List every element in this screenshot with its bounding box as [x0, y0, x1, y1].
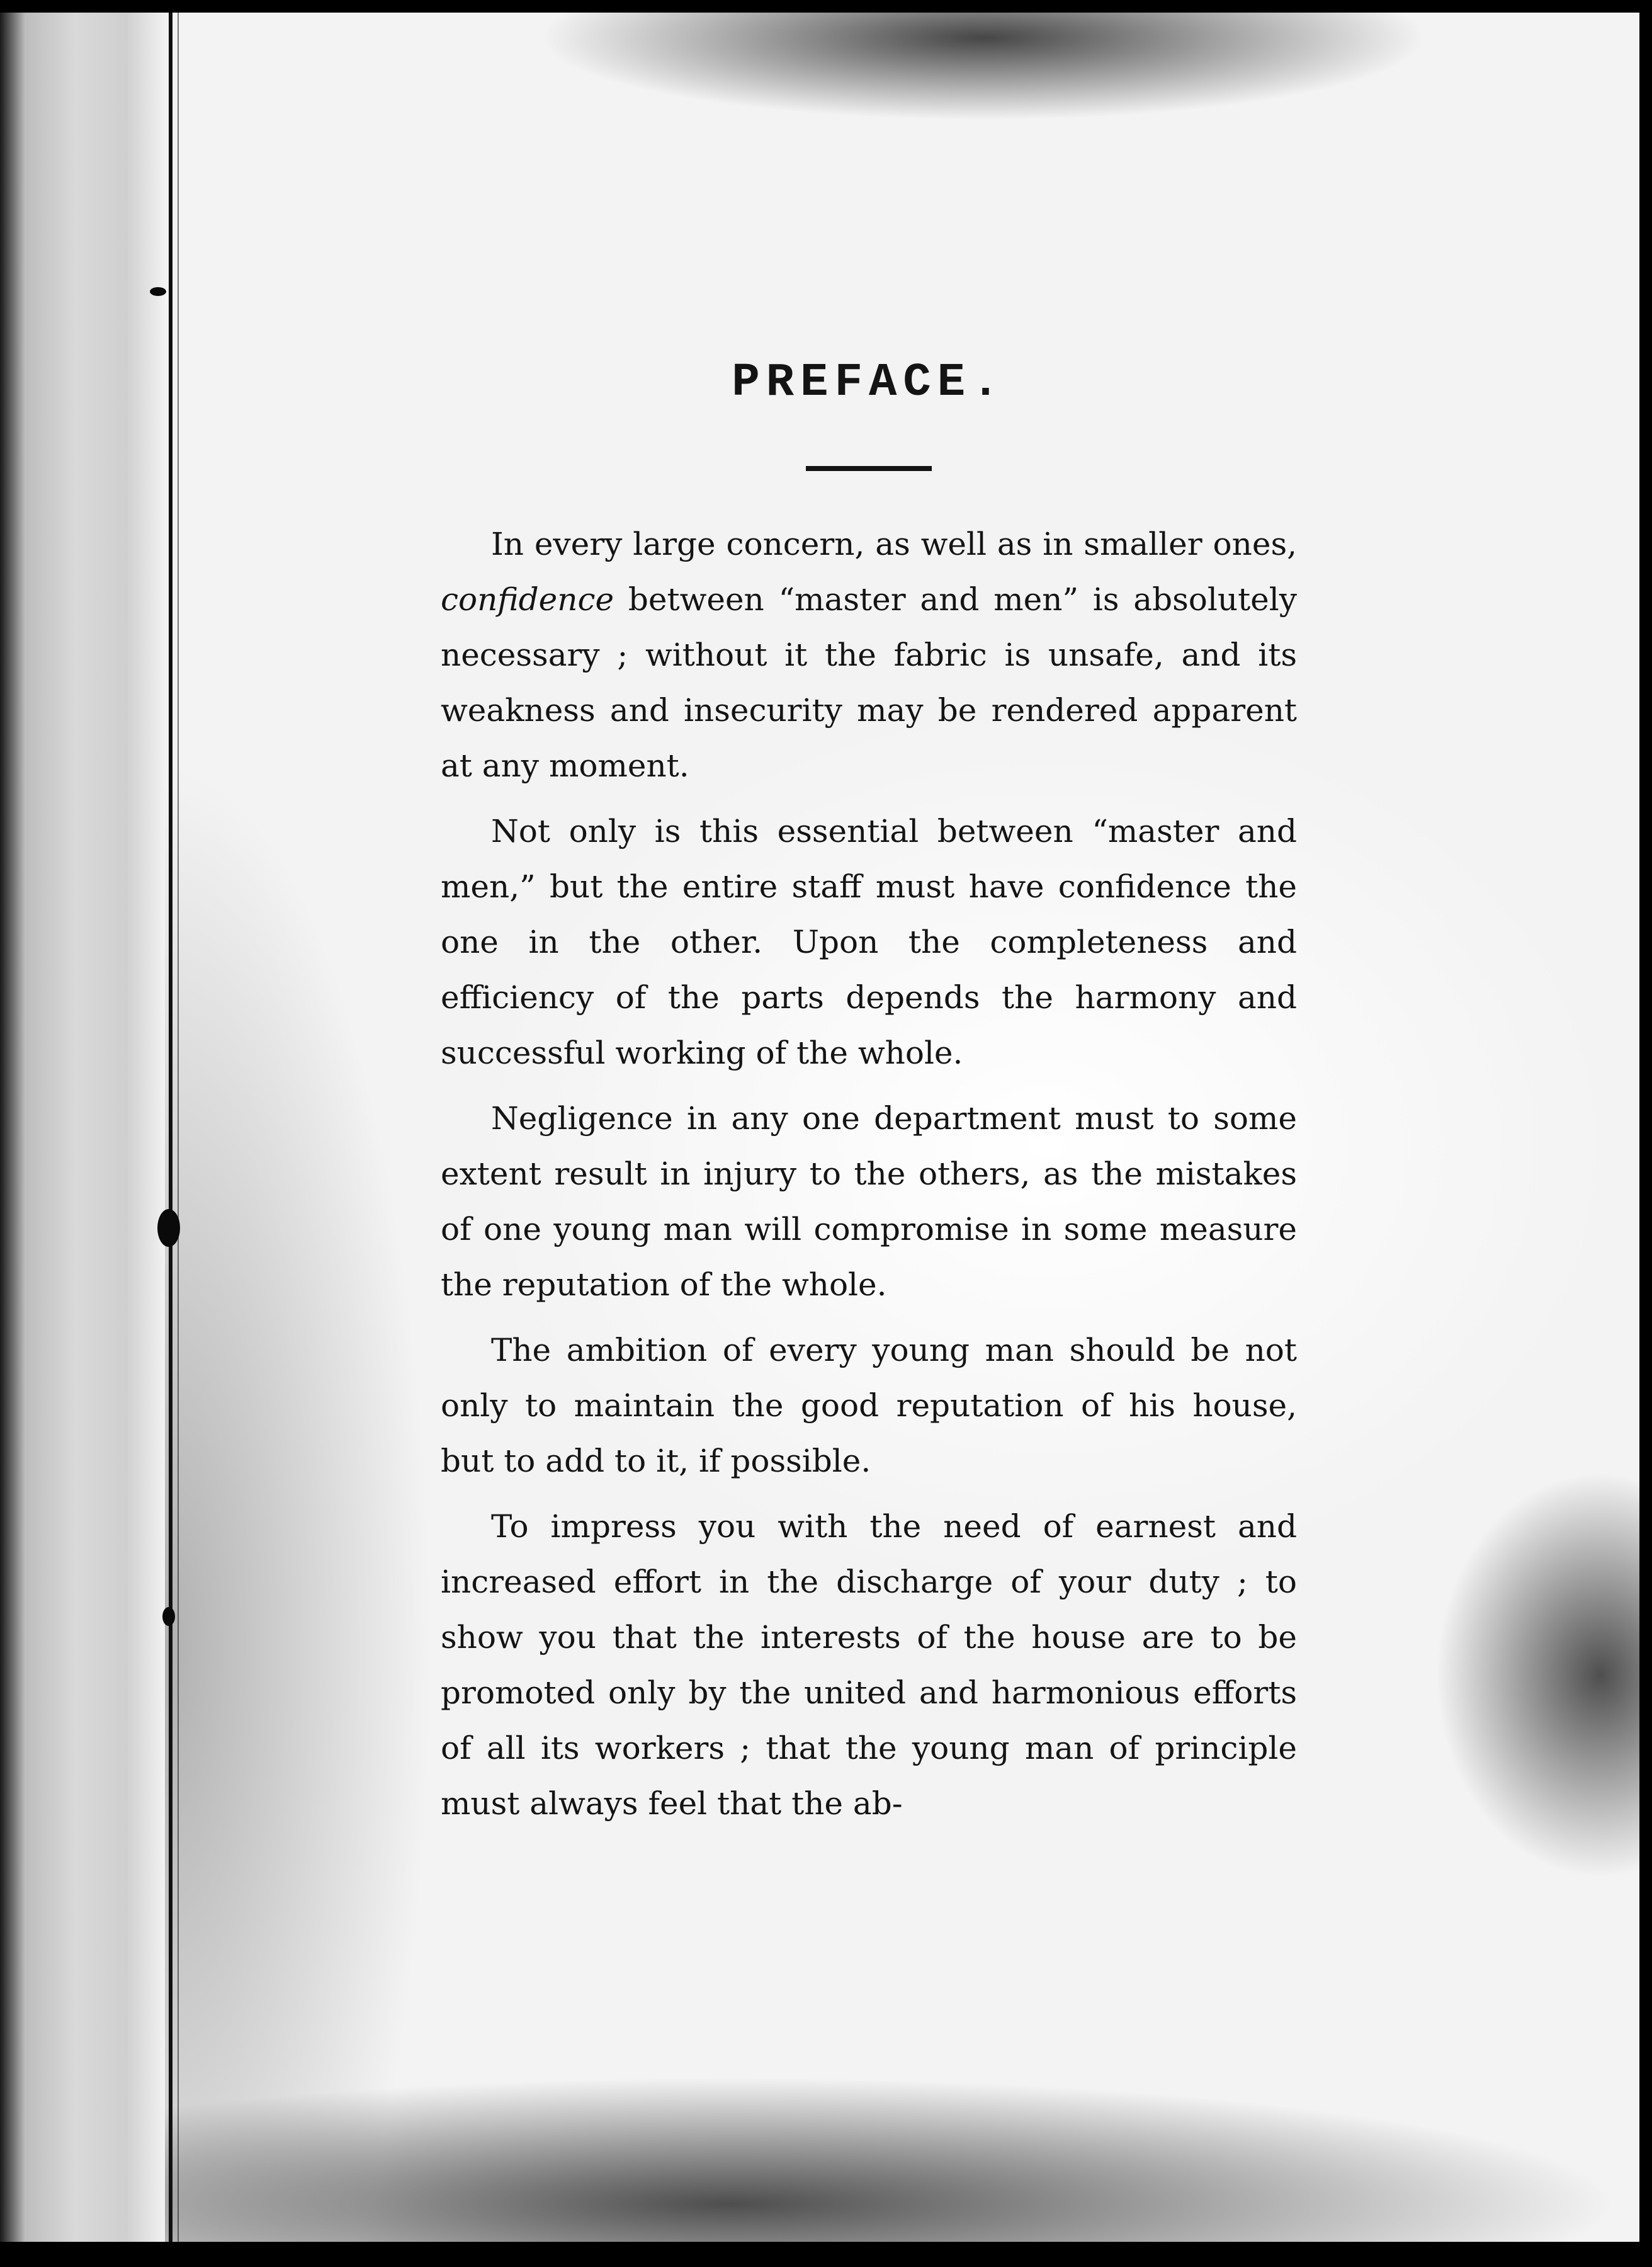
paragraph-5: To impress you with the need of earnest and increased effort in the discharge of your duty ; to show you that the interests of the house are to be promoted only by the united and harmonious efforts of all its workers ; that the young man of principle must always feel that the ab-	[441, 1508, 1297, 1822]
page-title: PREFACE.	[732, 356, 1006, 409]
paragraph-1-start: In every large concern, as well as in smaller ones,	[491, 526, 1297, 562]
binding-mark-top	[150, 287, 166, 296]
paragraph-2: Not only is this essential between “master and men,” but the entire staff must have confidence the one in the other. Upon the completeness and efficiency of the parts depends the harmony and successful working of the whole.	[441, 813, 1297, 1071]
gutter-line	[169, 13, 173, 2242]
binding-mark-middle	[157, 1209, 180, 1247]
gutter-line-secondary	[178, 13, 179, 2242]
paragraph-4: The ambition of every young man should be not only to maintain the good reputation of his house, but to add to it, if possible.	[441, 1332, 1297, 1479]
paragraph-1-end: between “master and men” is absolutely necessary ; without it the fabric is unsafe, and its weakness and insecurity may be rendered apparent at any moment.	[441, 581, 1297, 784]
title-rule	[806, 466, 932, 471]
scan-border-right	[1639, 0, 1652, 2267]
binding-mark-lower	[162, 1607, 175, 1626]
paragraph-1	[441, 516, 1297, 793]
paragraph-3: Negligence in any one department must to some extent result in injury to the others, as the mistakes of one young man will compromise in some measure the reputation of the whole.	[441, 1100, 1297, 1303]
paragraph-1-emphasis: confidence	[441, 581, 614, 618]
preface-content	[441, 353, 1297, 1841]
book-spine-edge	[0, 13, 165, 2242]
